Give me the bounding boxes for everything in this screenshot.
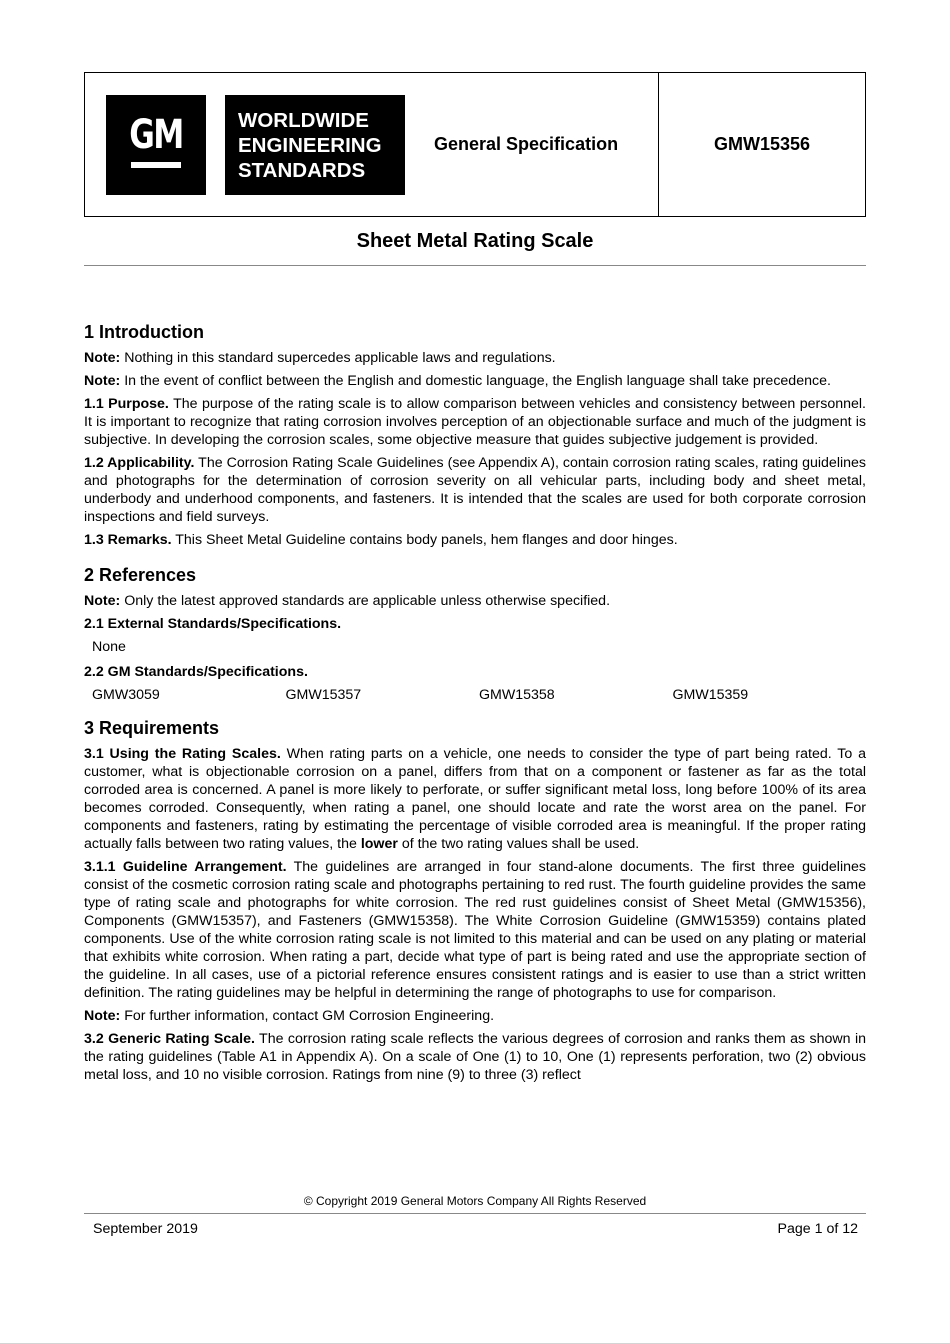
paragraph-text: The corrosion rating scale reflects the various degrees of corrosion and ranks them as shown in the rating guidelines (Table A1 in Appendix A). On a scale of One (1) to 10, One (1) represents perforation, two (2) obvious metal loss, and 10 no visible corrosion. Ratings from nine (9) to three (3) reflect — [84, 1031, 866, 1083]
paragraph-text: The guidelines are arranged in four stand-alone documents. The first three guidelines consist of the cosmetic corrosion rating scale and photographs pertaining to red rust. The fourth guideline provides the same type of rating scale and photographs for white corrosion. The red rust guidelines consist of Sheet Metal (GMW15356), Components (GMW15357), and Fasteners (GMW15358). The White Corrosion Guideline (GMW15359) contains plated components. Use of the white corrosion rating scale is not limited to this material and can be used on any plating or material that exhibits white corrosion. When rating a part, decide what type of part is being rated and use the appropriate section of the guideline. In all cases, use of a pictorial reference ensures consistent ratings and is easier to use than a strict written definition. The rating guidelines may be helpful in determining the range of photographs to use for comparison. — [84, 859, 866, 1001]
reference-item: GMW15357 — [285, 687, 362, 703]
note-text: In the event of conflict between the English and domestic language, the English language shall take precedence. — [120, 373, 831, 389]
page-number: Page 1 of 12 — [777, 1221, 858, 1237]
footer-date: September 2019 — [93, 1221, 198, 1237]
note-text: Nothing in this standard supercedes applicable laws and regulations. — [120, 350, 556, 366]
gm-logo-text: GM — [129, 111, 183, 158]
standards-badge — [225, 95, 405, 195]
reference-item: GMW15359 — [672, 687, 749, 703]
paragraph-label: 1.2 Applicability. — [84, 455, 195, 471]
subsection-heading — [84, 663, 866, 681]
spec-type: General Specification — [434, 134, 619, 154]
note — [84, 592, 866, 610]
paragraph-label: 1.3 Remarks. — [84, 532, 172, 548]
paragraph-emphasis: lower — [360, 836, 398, 852]
note-text: For further information, contact GM Corrosion Engineering. — [120, 1008, 495, 1024]
reference-item: GMW15358 — [479, 687, 555, 703]
note — [84, 1007, 866, 1025]
paragraph — [84, 858, 866, 1002]
paragraph-label: 3.1 Using the Rating Scales. — [84, 746, 281, 762]
note-label: Note: — [84, 593, 121, 609]
paragraph-text: of the two rating values shall be used. — [397, 836, 640, 852]
spec-code: GMW15356 — [713, 134, 811, 154]
paragraph-text: The Corrosion Rating Scale Guidelines (see Appendix A), contain corrosion rating scales, rating guidelines and photographs for the determination of corrosion severity on all vehicular parts, including body and sheet metal, underbody and underhood components, and fasteners. It is intended that the scales are used for both corporate corrosion inspections and field surveys. — [84, 455, 867, 525]
header-table — [84, 72, 866, 217]
subsection-label: 2.1 External Standards/Specifications. — [84, 616, 342, 632]
paragraph-text: When rating parts on a vehicle, one needs to consider the type of part being rated. To a customer, what is objectionable corrosion on a panel, differs from that on a component or fastener as far as the total corroded area is concerned. A panel is more likely to perforate, or suffer significant metal loss, long before 100% of its area becomes corroded. Consequently, when rating a panel, one should locate and rate the worst area on the panel. For components and fasteners, rating by estimating the percentage of visible corroded area is meaningful. If the proper rating actually falls between two rating values, the — [84, 746, 866, 852]
gm-standards-list — [84, 686, 866, 704]
section-heading: 1 Introduction — [84, 322, 204, 342]
section-heading: 2 References — [84, 565, 197, 585]
note-label: Note: — [84, 350, 121, 366]
note-label: Note: — [84, 1008, 121, 1024]
standards-line: STANDARDS — [238, 158, 366, 182]
paragraph — [84, 395, 866, 449]
reference-item: GMW3059 — [92, 687, 160, 703]
paragraph-label: 3.1.1 Guideline Arrangement. — [84, 859, 287, 875]
paragraph-text: This Sheet Metal Guideline contains body panels, hem flanges and door hinges. — [171, 532, 678, 548]
external-standards-none: None — [92, 639, 126, 655]
note-label: Note: — [84, 373, 121, 389]
paragraph — [84, 745, 866, 853]
paragraph-label: 3.2 Generic Rating Scale. — [84, 1031, 255, 1047]
title-divider — [84, 265, 866, 266]
page-title: Sheet Metal Rating Scale — [356, 230, 594, 252]
section-heading: 3 Requirements — [84, 718, 220, 738]
subsection-label: 2.2 GM Standards/Specifications. — [84, 664, 308, 680]
logo-cell — [85, 73, 659, 216]
paragraph — [84, 1030, 866, 1084]
footer-divider — [84, 1213, 866, 1214]
note — [84, 349, 866, 367]
gm-logo-underline — [131, 162, 181, 168]
gm-logo — [106, 95, 206, 195]
note-text: Only the latest approved standards are applicable unless otherwise specified. — [120, 593, 611, 609]
document-body — [84, 320, 866, 1089]
copyright-notice: © Copyright 2019 General Motors Company All Rights Reserved — [303, 1194, 647, 1208]
paragraph — [84, 454, 866, 526]
standards-line: ENGINEERING — [238, 133, 382, 157]
paragraph — [84, 531, 866, 549]
subsection-heading — [84, 615, 866, 633]
note — [84, 372, 866, 390]
paragraph-text: The purpose of the rating scale is to allow comparison between vehicles and consistency between personnel. It is important to recognize that rating corrosion involves perception of an objectionable surface and much of the judgment is subjective. In developing the corrosion scales, some objective measure that guides subjective judgement is provided. — [84, 396, 867, 448]
paragraph-label: 1.1 Purpose. — [84, 396, 169, 412]
standards-line: WORLDWIDE — [238, 108, 369, 132]
